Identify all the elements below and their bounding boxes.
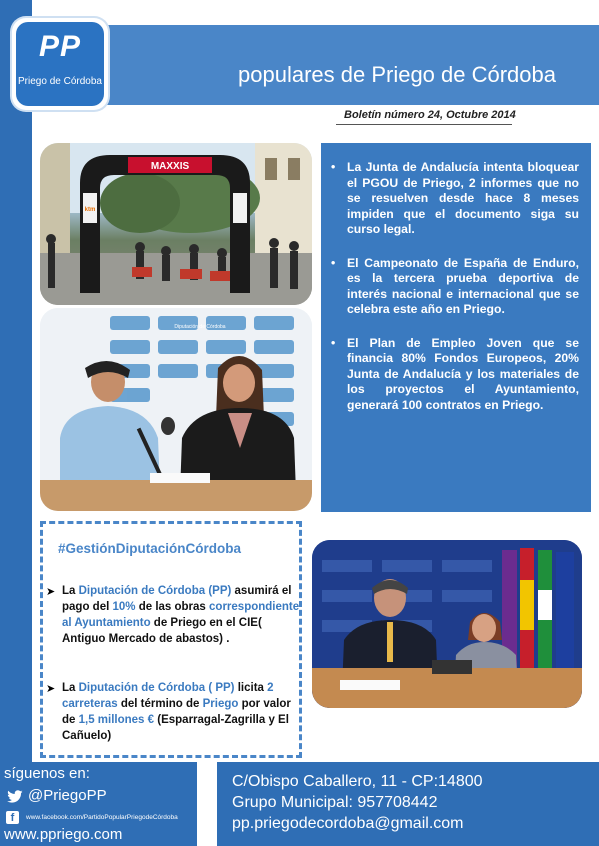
dip-item2-text: La bbox=[62, 682, 79, 694]
news-bullet-list bbox=[331, 160, 579, 431]
dip-item1-highlight: Diputación de Córdoba (PP) bbox=[78, 585, 232, 597]
press-wall-text: Diputación de Córdoba bbox=[174, 324, 226, 330]
diputacion-press-photo bbox=[312, 540, 582, 708]
dip-item2-text: del término de bbox=[117, 698, 203, 710]
diputacion-item-cie bbox=[62, 583, 300, 647]
dip-item1-text: asumirá el pago del bbox=[62, 585, 292, 613]
diputacion-item-carreteras bbox=[62, 680, 300, 744]
news-bullet-enduro: • El Campeonato de España de Enduro, es la tercera prueba deportiva de interés nacional e internacional que se celebra este año en Priego. bbox=[331, 256, 579, 318]
dip-item2-highlight: 2 carreteras bbox=[62, 682, 274, 710]
email-link[interactable]: pp.priegodecordoba@gmail.com bbox=[232, 815, 464, 832]
bulletin-number: Boletín número 24, Octubre 2014 bbox=[344, 109, 516, 121]
dip-item2-highlight: Priego bbox=[202, 698, 239, 710]
address-line: C/Obispo Caballero, 11 - CP:14800 bbox=[232, 773, 483, 790]
dip-item2-highlight: Diputación de Córdoba ( PP) bbox=[78, 682, 235, 694]
news-bullet-pgou: • La Junta de Andalucía intenta bloquear el PGOU de Priego, 2 informes que no se resuelven desde hace 8 meses impiden que el documento siga su curso legal. bbox=[331, 160, 579, 238]
arch-side-text: ktm bbox=[84, 207, 96, 213]
website-link[interactable]: www.ppriego.com bbox=[4, 826, 123, 843]
news-bullet-empleo: • El Plan de Empleo Joven que se financia 80% Fondos Europeos, 20% Junta de Andalucía y los materiales de los proyectos el Ayuntamiento, generará 100 contratos en Priego. bbox=[331, 336, 579, 414]
diputacion-hashtag: #GestiónDiputaciónCórdoba bbox=[58, 541, 242, 556]
facebook-icon[interactable]: f bbox=[6, 811, 19, 824]
phone-line: Grupo Municipal: 957708442 bbox=[232, 794, 438, 811]
twitter-handle[interactable]: @PriegoPP bbox=[28, 787, 107, 804]
facebook-url[interactable]: www.facebook.com/PartidoPopularPriegodeCórdoba bbox=[26, 814, 178, 821]
dip-item2-text: (Esparragal-Zagrilla y El Cañuelo) bbox=[62, 714, 289, 742]
arrow-bullet-icon: ➤ bbox=[46, 683, 56, 695]
arrow-bullet-icon: ➤ bbox=[46, 586, 56, 598]
arch-banner-text: MAXXIS bbox=[150, 161, 190, 172]
enduro-arch-illustration bbox=[40, 143, 312, 305]
dip-item2-text: por valor de bbox=[62, 698, 291, 726]
press-conference-photo bbox=[40, 308, 312, 511]
diputacion-press-illustration bbox=[312, 540, 582, 708]
follow-us-label: síguenos en: bbox=[4, 765, 90, 782]
dip-item1-text: de las obras bbox=[135, 601, 210, 613]
dip-item1-highlight: correspondiente al Ayuntamiento bbox=[62, 601, 300, 629]
bulletin-underline bbox=[336, 124, 512, 125]
twitter-icon[interactable] bbox=[6, 790, 24, 804]
pp-logo-text: PP bbox=[38, 30, 82, 63]
dip-item1-text: de Priego en el CIE( Antiguo Mercado de abastos) . bbox=[62, 617, 262, 645]
dip-item2-text: licita bbox=[234, 682, 268, 694]
pp-logo-subtitle: Priego de Córdoba bbox=[18, 76, 102, 87]
dip-item2-highlight: 1,5 millones € bbox=[78, 714, 155, 726]
left-sidebar-stripe bbox=[0, 0, 32, 846]
enduro-arch-photo bbox=[40, 143, 312, 305]
page-title: populares de Priego de Córdoba bbox=[238, 62, 557, 87]
dip-item1-text: La bbox=[62, 585, 79, 597]
dip-item1-highlight: 10% bbox=[112, 601, 136, 613]
press-conference-illustration bbox=[40, 308, 312, 511]
